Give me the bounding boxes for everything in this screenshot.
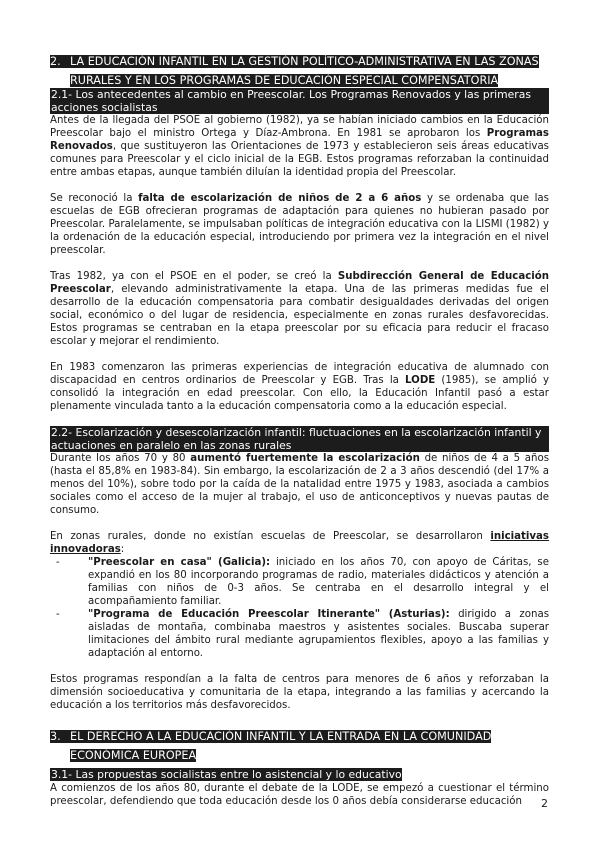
list-dash: - [56, 557, 60, 568]
paragraph: Tras 1982, ya con el PSOE en el poder, se creó la Subdirección General de Educación Preescolar, elevando administrativamente la etapa. Una de las primeras medidas fue el desarrollo de la educación compensatoria para combatir desigualdades derivadas del origen social, económico o del lugar de residencia, especialmente en zonas rurales desfavorecidas. Estos programas se centraban en la etapa preescolar por su eficacia para reducir el fracaso escolar y mejorar el rendimiento. [50, 271, 549, 347]
document-page [50, 50, 549, 808]
list-dash: - [56, 609, 60, 620]
paragraph: A comienzos de los años 80, durante el debate de la LODE, se empezó a cuestionar el término preescolar, defendiendo que toda educación desde los 0 años debía considerarse educación [50, 783, 549, 807]
section-3-number: 3. [50, 730, 61, 743]
paragraph: En zonas rurales, donde no existían escuelas de Preescolar, se desarrollaron iniciativas innovadoras: [50, 531, 549, 555]
paragraph: En 1983 comenzaron las primeras experiencias de integración educativa de alumnado con discapacidad en centros ordinarios de Preescolar y EGB. Tras la LODE (1985), se amplió y consolidó la integración en edad preescolar. Con ello, la Educación Infantil pasó a estar plenamente vinculada tanto a la educación compensatoria como a la educación especial. [50, 362, 549, 412]
paragraph: Durante los años 70 y 80 aumentó fuertemente la escolarización de niños de 4 a 5 años (hasta el 85,8% en 1983-84). Sin embargo, la escolarización de 2 a 3 años descendió (del 17% a menos del 10%), sobre todo por la caída de la natalidad entre 1975 y 1983, asociada a cambios sociales como el acceso de la mujer al trabajo, el uso de anticonceptivos y nuevas pautas de consumo. [50, 453, 550, 516]
section-2-heading [50, 50, 549, 88]
section-3-title: EL DERECHO A LA EDUCACIÓN INFANTIL Y LA ENTRADA EN LA COMUNIDAD ECONÓMICA EUROPEA [70, 730, 492, 762]
subsection-3-1-heading: 3.1- Las propuestas socialistas entre lo asistencial y lo educativo [51, 768, 402, 781]
paragraph: Se reconoció la falta de escolarización de niños de 2 a 6 años y se ordenaba que las escuelas de EGB ofrecieran programas de adaptación para quienes no hubieran pasado por Preescolar. Paralelamente, se impulsaban políticas de integración educativa con la LISMI (1982) y la ordenación de la educación especial, introduciendo por primera vez la integración en el nivel preescolar. [50, 193, 549, 256]
paragraph: Estos programas respondían a la falta de centros para menores de 6 años y reforzaban la dimensión socioeducativa y comunitaria de la etapa, integrando a las familias y acercando la educación a los territorios más desfavorecidos. [50, 674, 549, 711]
list-item: - "Preescolar en casa" (Galicia): iniciado en los años 70, con apoyo de Cáritas, se expandió en los 80 incorporando programas de radio, materiales didácticos y atención a familias con niños de 0-3 años. Se centraba en el desarrollo integral y el acompañamiento familiar. [50, 556, 549, 608]
subsection-2-2-heading: 2.2- Escolarización y desescolarización infantil: fluctuaciones en la escolarización infantil y actuaciones en paralelo en las zonas rurales [50, 426, 549, 452]
section-2-number: 2. [50, 55, 61, 68]
subsection-2-1-heading: 2.1- Los antecedentes al cambio en Preescolar. Los Programas Renovados y las primeras acciones socialistas [50, 88, 549, 114]
section-3-heading [50, 725, 549, 763]
section-2-title: LA EDUCACIÓN INFANTIL EN LA GESTIÓN POLÍTICO-ADMINISTRATIVA EN LAS ZONAS RURALES Y EN LOS PROGRAMAS DE EDUCACIÓN ESPECIAL COMPENSATORIA [70, 55, 539, 87]
paragraph: Antes de la llegada del PSOE al gobierno (1982), ya se habían iniciado cambios en la Educación Preescolar bajo el ministro Ortega y Díaz-Ambrona. En 1981 se aprobaron los Programas Renovados, que sustituyeron las Orientaciones de 1973 y establecieron seis áreas educativas comunes para Preescolar y el ciclo inicial de la EGB. Estos programas reforzaban la continuidad entre ambas etapas, aunque también diluían la identidad propia del Preescolar. [50, 115, 549, 178]
page-number: 2 [541, 797, 548, 810]
list-item: - "Programa de Educación Preescolar Itinerante" (Asturias): dirigido a zonas aisladas de montaña, combinaba maestros y asistentes sociales. Buscaba superar limitaciones del ámbito rural mediante agrupamientos flexibles, apoyo a las familias y adaptación al entorno. [50, 608, 549, 660]
